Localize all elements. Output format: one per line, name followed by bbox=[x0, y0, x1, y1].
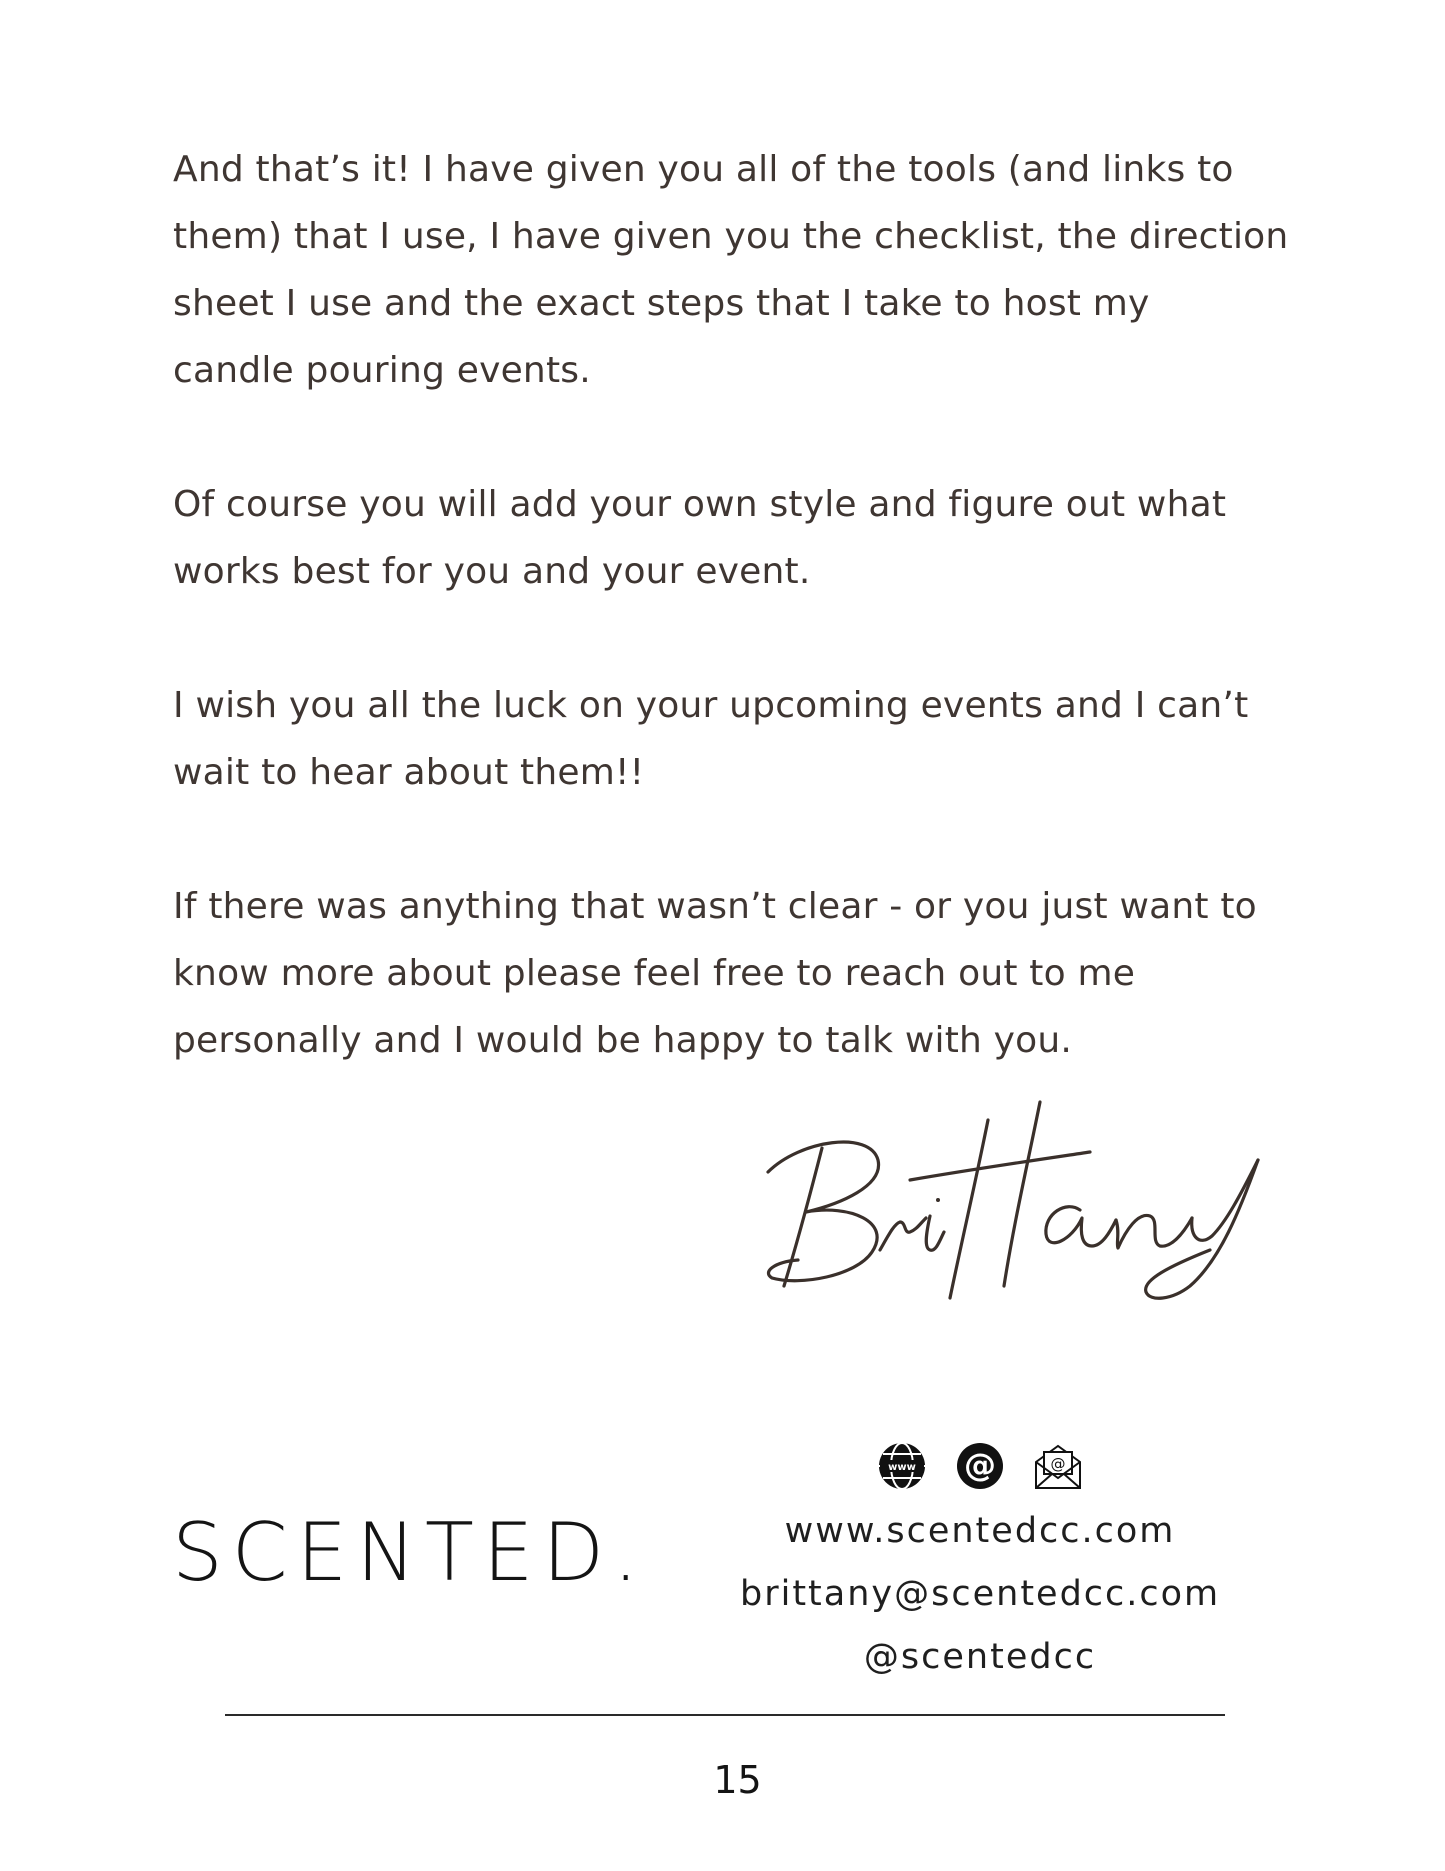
paragraph-1: And that’s it! I have given you all of the tools (and links to them) that I use, I have given you the checklist, the direction sheet I use and the exact steps that I take to host my candle pouring events. bbox=[173, 149, 1289, 391]
svg-text:@: @ bbox=[1050, 1455, 1066, 1473]
paragraph-4: If there was anything that wasn’t clear - or you just want to know more about please feel free to reach out to me personally and I would be happy to talk with you. bbox=[173, 886, 1257, 1061]
svg-text:@: @ bbox=[964, 1446, 996, 1484]
paragraph-2: Of course you will add your own style and figure out what works best for you and your event. bbox=[173, 484, 1227, 592]
globe-www-icon[interactable] bbox=[876, 1440, 928, 1492]
contact-icons bbox=[740, 1438, 1220, 1494]
page-number: 15 bbox=[713, 1758, 762, 1802]
paragraph-3: I wish you all the luck on your upcoming events and I can’t wait to hear about them!! bbox=[173, 685, 1249, 793]
letter-body bbox=[173, 136, 1303, 1074]
website-link[interactable]: www.scentedcc.com bbox=[784, 1511, 1176, 1551]
footer-divider bbox=[225, 1714, 1225, 1716]
email-link[interactable]: brittany@scentedcc.com bbox=[740, 1574, 1221, 1614]
contact-block bbox=[740, 1438, 1220, 1689]
handwritten-signature bbox=[760, 1100, 1270, 1300]
svg-text:www: www bbox=[888, 1462, 916, 1473]
social-handle[interactable]: @scentedcc bbox=[863, 1637, 1097, 1677]
brand-logo: SCENTED. bbox=[172, 1506, 648, 1599]
email-envelope-icon[interactable] bbox=[1032, 1440, 1084, 1492]
at-sign-icon[interactable] bbox=[954, 1440, 1006, 1492]
